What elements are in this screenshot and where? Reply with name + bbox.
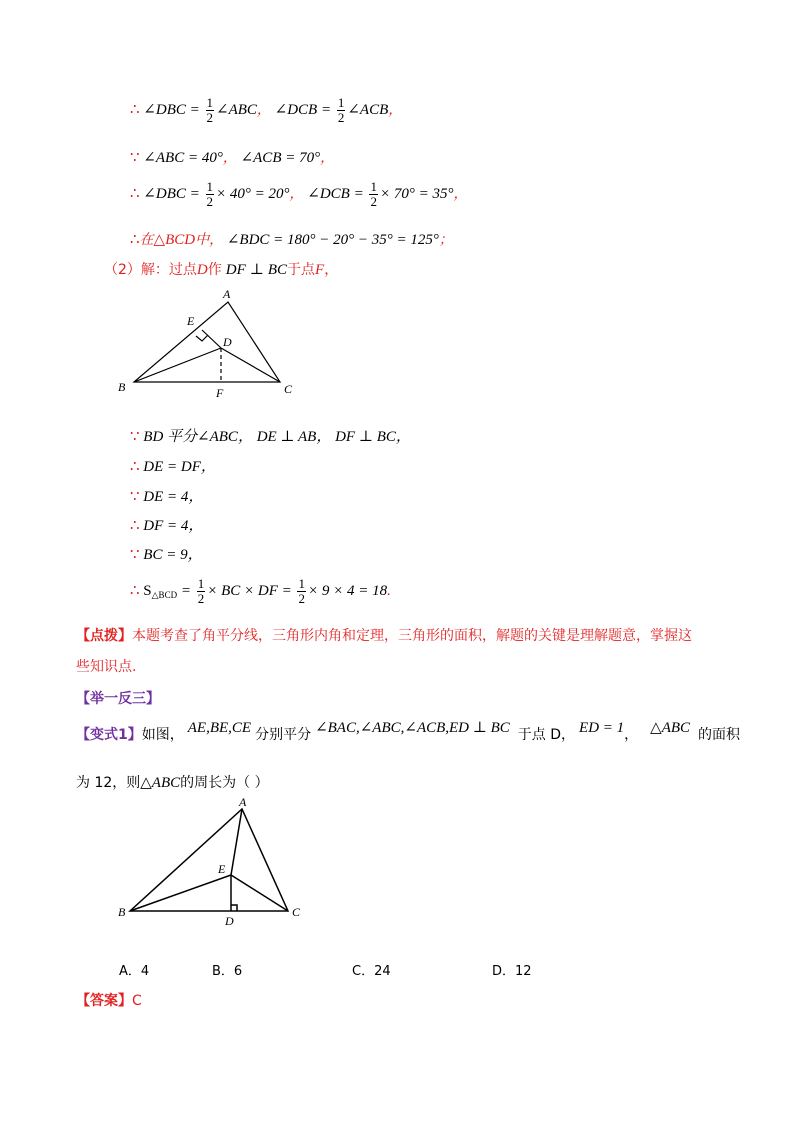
triangle-figure-1 (108, 285, 308, 403)
because-symbol: ∵ (130, 547, 140, 563)
part-2-line-1: ∵ BD 平分∠ABC， DE ⊥ AB， DF ⊥ BC， (130, 429, 411, 445)
because-symbol: ∵ (130, 429, 140, 445)
therefore-symbol: ∴ (130, 232, 140, 248)
segment-bd (134, 348, 221, 382)
fraction-half: $\frac{1}{2}$ (337, 95, 345, 125)
part-2-heading: （2）解：过点D作 DF ⊥ BC于点F， (104, 262, 339, 278)
step-3: ∴ ∠DBC = $\frac{1}{2}$ × 40° = 20°， ∠DCB = $\frac{1}{2}$ × 70° = 35°， (130, 179, 468, 209)
answer-tag: 【答案】 (76, 993, 132, 1009)
triangle-figure-2 (112, 795, 312, 930)
because-symbol: ∵ (130, 150, 140, 166)
step-1-rhs1: ∠ABC (216, 101, 257, 118)
segment-cd (221, 348, 280, 382)
fraction-half: $\frac{1}{2}$ (206, 179, 213, 209)
part-2-line-5: ∵ BC = 9， (130, 547, 203, 563)
label-e: E (187, 314, 195, 328)
step-1-lhs1: ∠DBC = (143, 101, 200, 118)
label-a: A (239, 795, 247, 809)
area-equation: ∴ $S_{\triangle BCD}$ = $\frac{1}{2}$ × BC × DF = $\frac{1}{2}$ × 9 × 4 = 18. (130, 576, 391, 606)
part-2-line-2: ∴ DE = DF， (130, 459, 216, 475)
part-2-line-4: ∴ DF = 4， (130, 518, 204, 534)
right-angle-mark-e (196, 335, 208, 341)
option-d: D．12 (492, 964, 532, 979)
segment-de (202, 330, 221, 348)
step-1-rhs2: ∠ACB (347, 101, 389, 118)
option-c: C．24 (352, 964, 391, 979)
option-b: B．6 (212, 964, 243, 979)
therefore-symbol: ∴ (130, 185, 140, 202)
therefore-symbol: ∴ (130, 459, 140, 475)
label-c: C (292, 905, 301, 919)
answer (76, 990, 142, 1010)
label-b: B (118, 905, 126, 919)
therefore-symbol: ∴ (130, 582, 140, 599)
fraction-half: $\frac{1}{2}$ (370, 179, 377, 209)
step-2: ∵ ∠ABC = 40°， ∠ACB = 70°， (130, 150, 335, 166)
label-d: D (223, 335, 232, 349)
therefore-symbol: ∴ (130, 518, 140, 534)
segment-ae (231, 809, 242, 875)
step-1-lhs2: ∠DCB = (274, 101, 332, 118)
hint-paragraph-line-2: 些知识点. (76, 659, 137, 675)
hint-tag: 【点拨】 (76, 628, 132, 644)
hint-paragraph: 【点拨】本题考查了角平分线，三角形内角和定理，三角形的面积，解题的关键是理解题意，掌握这 (76, 628, 692, 644)
variant-question-line-1: 【变式1】如图， AE,BE,CE 分别平分 ∠BAC,∠ABC,∠ACB,ED ⊥ BC 于点 D， ED = 1， △ABC 的面积 (76, 720, 741, 743)
fraction-half: $\frac{1}{2}$ (298, 576, 305, 606)
label-e: E (218, 862, 226, 876)
step-1: ∴ ∠DBC = $\frac{1}{2}$ ∠ABC， ∠DCB = $\frac{1}{2}$ ∠ACB， (130, 95, 403, 125)
part-2-line-3: ∵ DE = 4， (130, 489, 204, 505)
variant-tag: 【变式1】 (76, 727, 142, 743)
fraction-half: $\frac{1}{2}$ (197, 576, 205, 606)
option-a: A．4 (119, 964, 150, 979)
because-symbol: ∵ (130, 489, 140, 505)
label-c: C (284, 382, 293, 396)
segment-be (130, 875, 231, 911)
label-d: D (225, 914, 234, 928)
therefore-symbol: ∴ (130, 101, 140, 118)
section-title: 【举一反三】 (76, 691, 160, 707)
right-angle-mark-d (231, 905, 237, 911)
fraction-half: $\frac{1}{2}$ (206, 95, 213, 125)
answer-value: C (132, 993, 142, 1009)
label-b: B (118, 380, 126, 394)
label-f: F (216, 386, 224, 400)
variant-question-line-2: 为 12，则△ABC的周长为（ ） (76, 775, 269, 791)
step-4: ∴在△BCD中， ∠BDC = 180° − 20° − 35° = 125°； (130, 232, 453, 248)
label-a: A (223, 287, 231, 301)
